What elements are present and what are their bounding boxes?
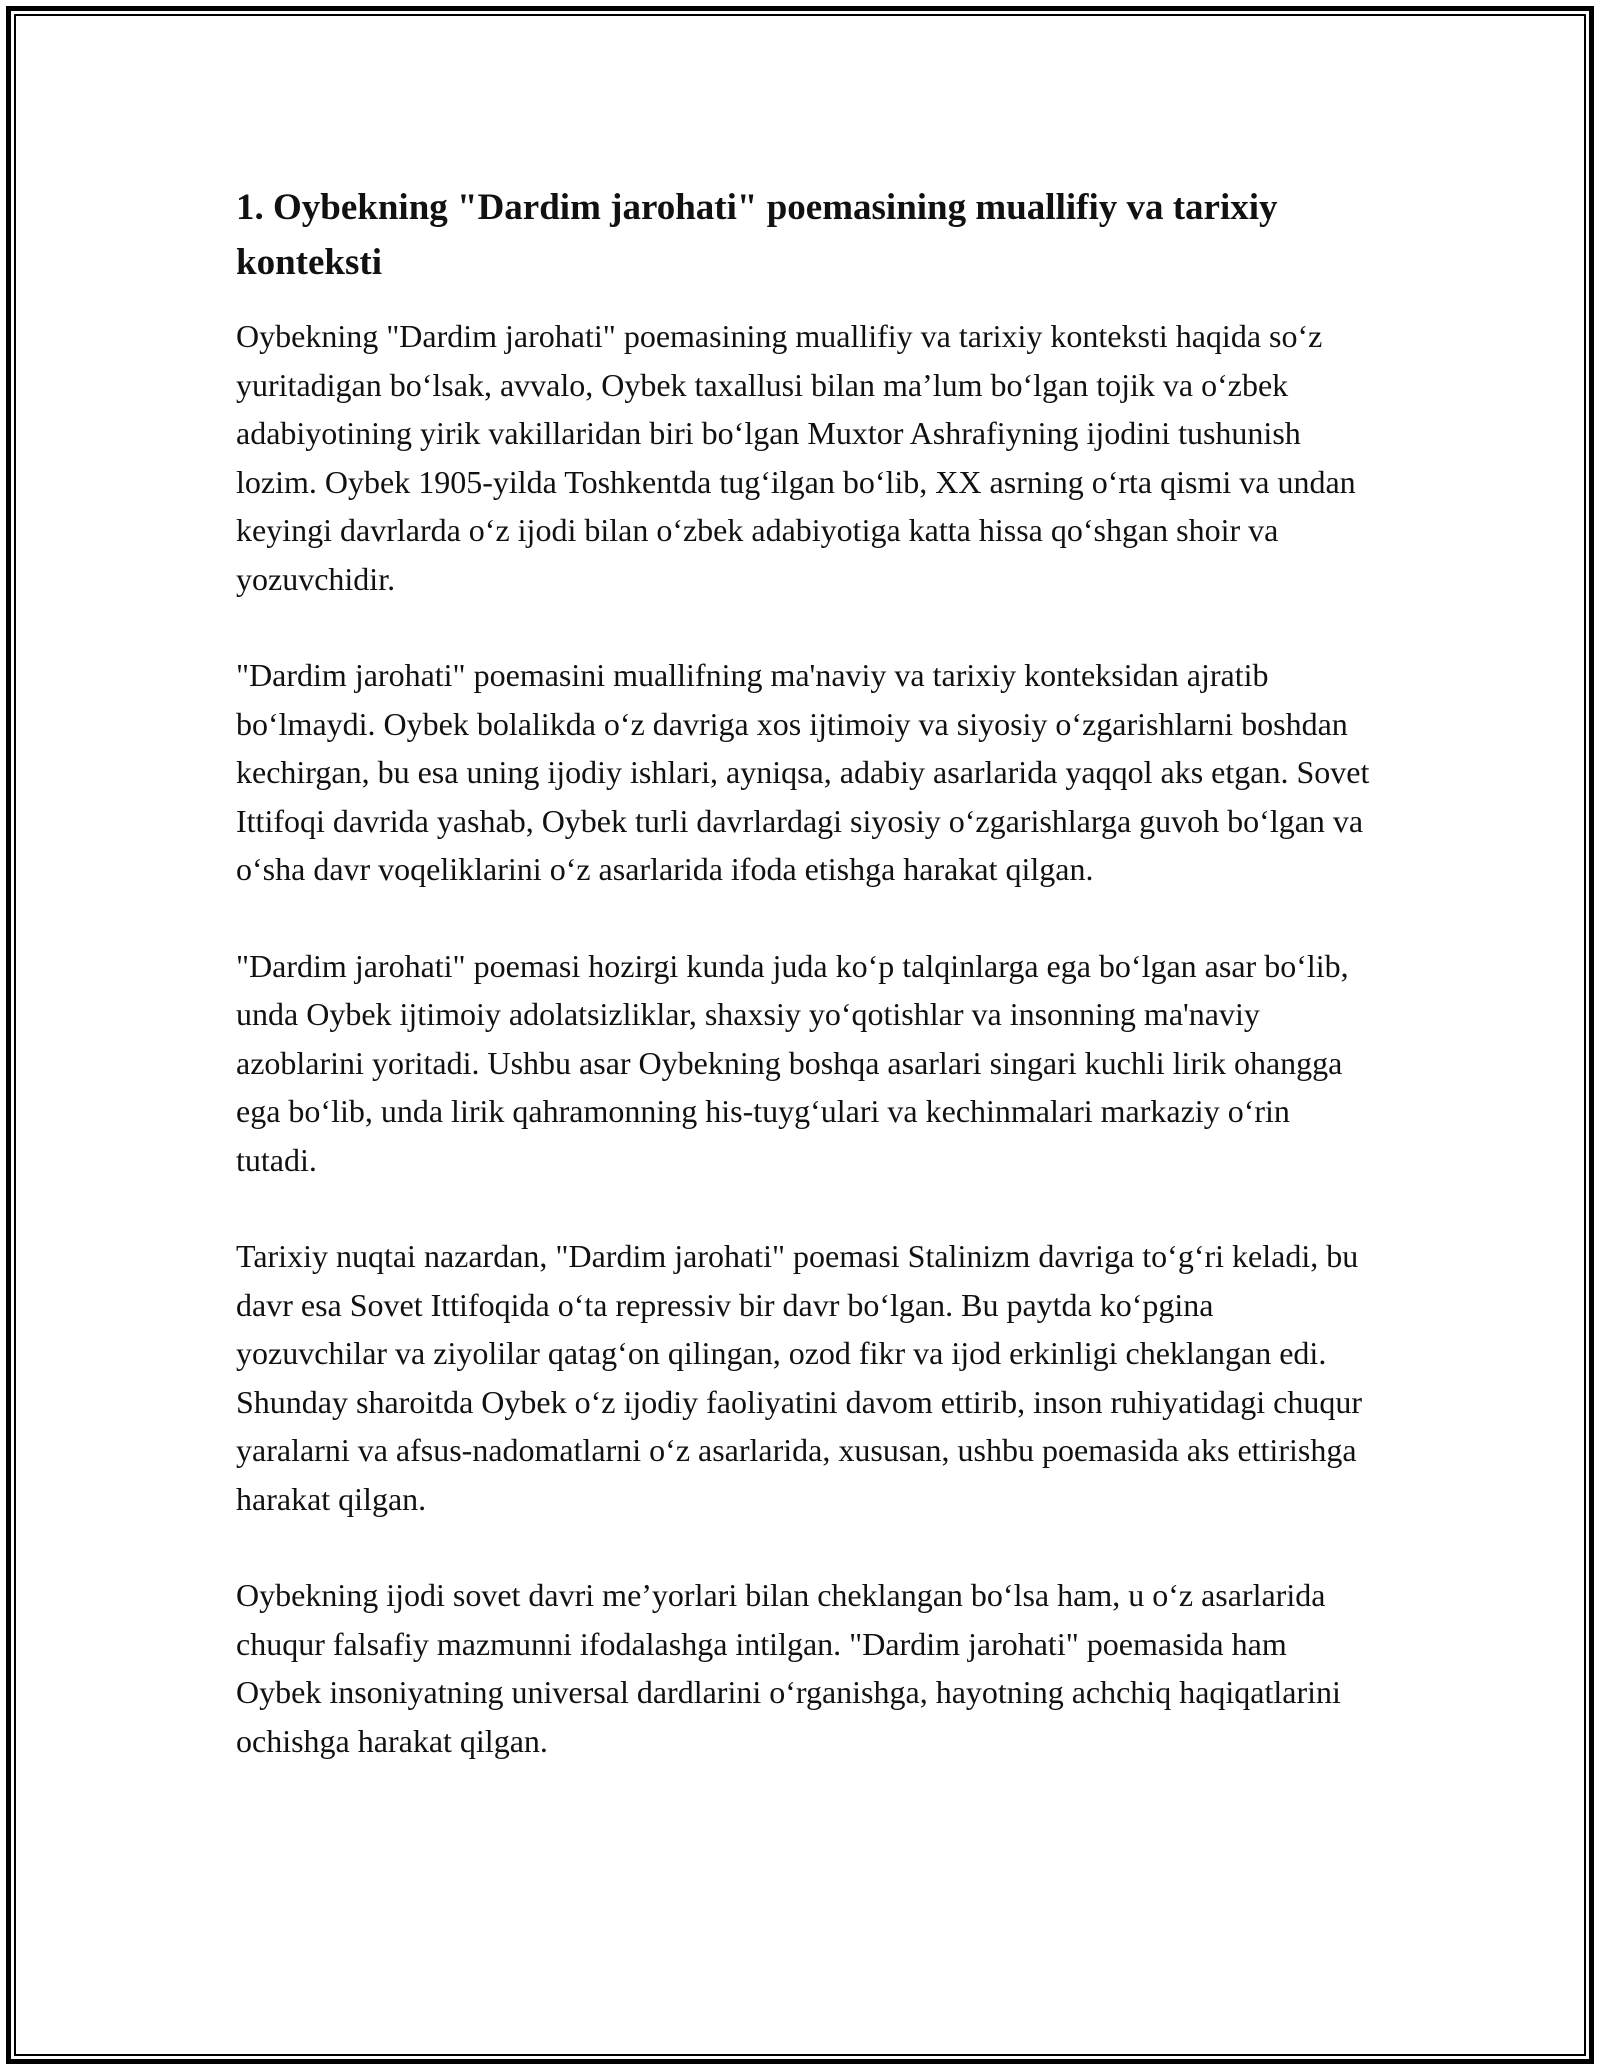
paragraph-1: Oybekning "Dardim jarohati" poemasining muallifiy va tarixiy konteksti haqida so‘z yuritadigan bo‘lsak, avvalo, Oybek taxallusi bilan ma’lum bo‘lgan tojik va o‘zbek adabiyotining yirik vakillaridan biri bo‘lgan Muxtor Ashrafiyning ijodini tushunish lozim. Oybek 1905-yilda Toshkentda tug‘ilgan bo‘lib, XX asrning o‘rta qismi va undan keyingi davrlarda o‘z ijodi bilan o‘zbek adabiyotiga katta hissa qo‘shgan shoir va yozuvchidir. <box>236 318 1356 597</box>
document-body <box>236 180 1371 1813</box>
paragraph-3: "Dardim jarohati" poemasi hozirgi kunda juda ko‘p talqinlarga ega bo‘lgan asar bo‘lib, unda Oybek ijtimoiy adolatsizliklar, shaxsiy yo‘qotishlar va insonning ma'naviy azoblarini yoritadi. Ushbu asar Oybekning boshqa asarlari singari kuchli lirik ohangga ega bo‘lib, unda lirik qahramonning his-tuyg‘ulari va kechinmalari markaziy o‘rin tutadi. <box>236 947 1349 1178</box>
paragraph-2: "Dardim jarohati" poemasini muallifning ma'naviy va tarixiy konteksidan ajratib bo‘lmaydi. Oybek bolalikda o‘z davriga xos ijtimoiy va siyosiy o‘zgarishlarni boshdan kechirgan, bu esa uning ijodiy ishlari, ayniqsa, adabiy asarlarida yaqqol aks etgan. Sovet Ittifoqi davrida yashab, Oybek turli davrlardagi siyosiy o‘zgarishlarga guvoh bo‘lgan va o‘sha davr voqeliklarini o‘z asarlarida ifoda etishga harakat qilgan. <box>236 657 1370 887</box>
section-heading: 1. Oybekning "Dardim jarohati" poemasining muallifiy va tarixiy konteksti <box>236 187 1278 283</box>
paragraph-5: Oybekning ijodi sovet davri me’yorlari bilan cheklangan bo‘lsa ham, u o‘z asarlarida chuqur falsafiy mazmunni ifodalashga intilgan. "Dardim jarohati" poemasida ham Oybek insoniyatning universal dardlarini o‘rganishga, hayotning achchiq haqiqatlarini ochishga harakat qilgan. <box>236 1577 1341 1759</box>
paragraph-4: Tarixiy nuqtai nazardan, "Dardim jarohati" poemasi Stalinizm davriga to‘g‘ri keladi, bu davr esa Sovet Ittifoqida o‘ta repressiv bir davr bo‘lgan. Bu paytda ko‘pgina yozuvchilar va ziyolilar qatag‘on qilingan, ozod fikr va ijod erkinligi cheklangan edi. Shunday sharoitda Oybek o‘z ijodiy faoliyatini davom ettirib, inson ruhiyatidagi chuqur yaralarni va afsus-nadomatlarni o‘z asarlarida, xususan, ushbu poemasida aks ettirishga harakat qilgan. <box>236 1238 1362 1517</box>
